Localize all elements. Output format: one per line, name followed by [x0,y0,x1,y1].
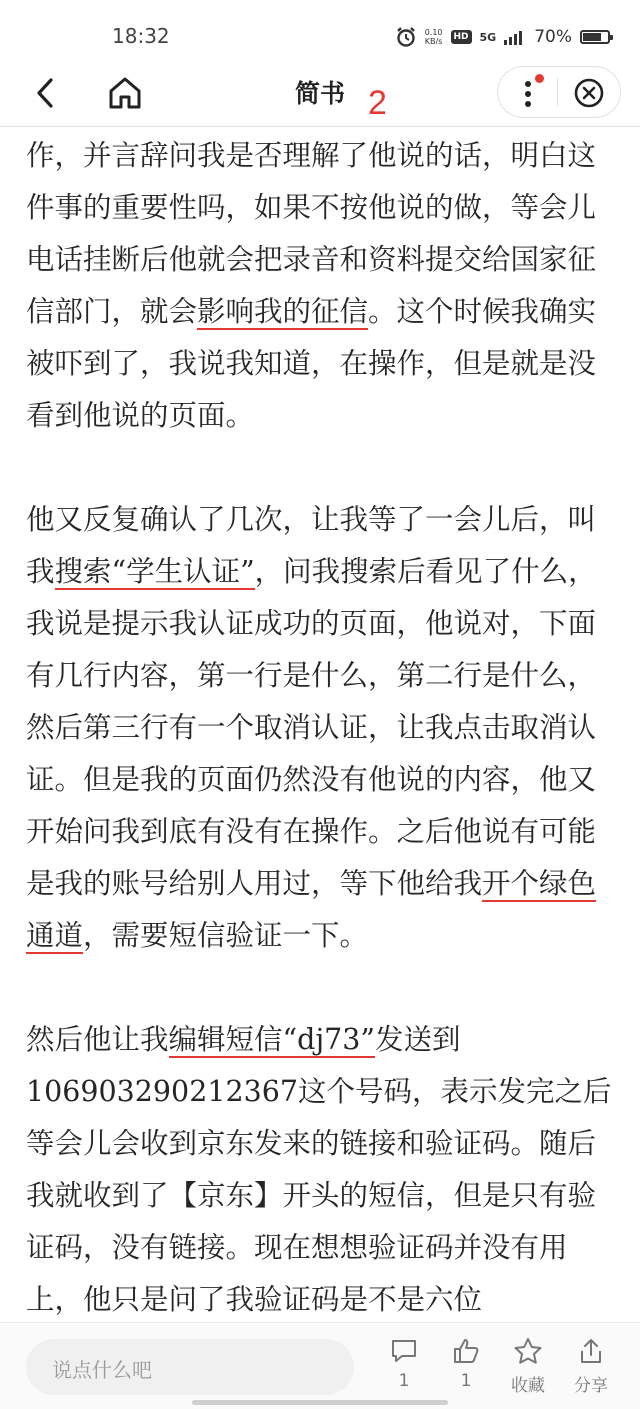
favorite-button[interactable] [498,1337,558,1396]
paragraph-text: 然后他让我 [26,1023,169,1056]
article-paragraph [26,1014,616,1325]
signal-type: 5G [479,30,497,44]
thumbs-up-icon [452,1337,480,1365]
more-vertical-icon [498,67,558,119]
article-paragraph [26,494,616,962]
net-speed-unit: KB/s [424,37,443,46]
page-title: 简书 [294,79,345,108]
like-count: 1 [460,1371,472,1391]
share-button[interactable] [561,1337,621,1396]
nav-bar [0,62,640,127]
battery-icon [580,30,610,44]
hd-badge: HD [451,30,472,44]
status-icons [395,26,610,48]
paragraph-text: ，需要短信验证一下。 [83,919,369,952]
net-speed-value: 0.10 [424,28,443,37]
article-paragraph [26,130,616,442]
status-time: 18:32 [112,24,170,48]
share-icon [577,1337,605,1365]
more-button[interactable] [497,66,557,118]
paragraph-text: ，问我搜索后看见了什么，我说是提示我认证成功的页面，他说对，下面有几行内容，第一行是什么，第二行是什么，然后第三行有一个取消认证，让我点击取消认证。但是我的页面仍然没有他说的内容，他又开始问我到底有没有在操作。之后他说有可能是我的账号给别人用过，等下他给我 [26,555,597,900]
comment-count: 1 [398,1371,410,1391]
like-button[interactable] [436,1337,496,1391]
status-bar [0,0,640,70]
close-button[interactable] [557,66,621,118]
paragraph-text: 他又反复确认了几次，让我等了一会儿后，叫我 [26,503,597,588]
highlighted-phrase: 编辑短信“dj73” [168,1023,376,1056]
bottom-bar [0,1322,640,1409]
paragraph-text: 。这个时候我确实被吓到了，我说我知道，在操作，但是就是没看到他说的页面。 [26,295,597,432]
star-icon [513,1337,543,1365]
paragraph-text: 发送到106903290212367这个号码，表示发完之后等会儿会收到京东发来的链接和验证码。随后我就收到了【京东】开头的短信，但是只有验证码，没有链接。现在想想验证码并没有用上，他只是问了我验证码是不是六位 [26,1023,612,1316]
comment-icon [390,1337,418,1365]
home-indicator[interactable] [192,1400,448,1405]
article-body [26,130,616,1325]
comment-input[interactable] [26,1339,354,1395]
comment-button[interactable] [374,1337,434,1391]
paragraph-text: 作，并言辞问我是否理解了他说的话，明白这件事的重要性吗，如果不按他说的做，等会儿电话挂断后他就会把录音和资料提交给国家征信部门，就会 [26,139,597,328]
share-label: 分享 [574,1376,608,1396]
battery-level [583,33,601,41]
highlighted-phrase: 影响我的征信 [197,295,369,328]
alarm-icon [395,26,417,48]
close-circle-icon [557,67,621,119]
highlighted-phrase: 搜索“学生认证” [54,555,255,588]
comment-placeholder: 说点什么吧 [52,1358,152,1382]
highlighted-phrase: 开个绿色通道 [26,867,597,952]
signal-icon [504,29,526,45]
net-speed [425,28,443,46]
favorite-label: 收藏 [511,1376,545,1396]
notification-dot [535,74,544,83]
annotation-mark: 2 [368,84,387,122]
battery-percent: 70% [534,27,572,47]
